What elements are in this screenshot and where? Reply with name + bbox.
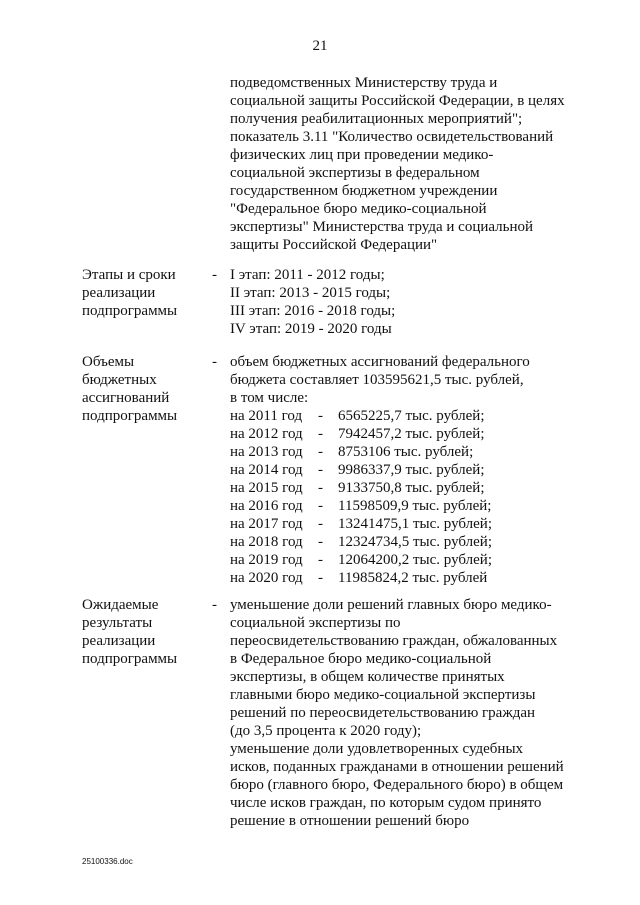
result-line: главными бюро медико-социальной экспертизы xyxy=(230,687,536,703)
year-amount: 7942457,2 тыс. рублей; xyxy=(338,426,485,442)
text-line: "Федеральное бюро медико-социальной xyxy=(230,201,487,217)
year-row xyxy=(230,497,590,515)
volumes-intro-line: бюджета составляет 103595621,5 тыс. рублей, xyxy=(230,372,524,388)
text-line: государственном бюджетном учреждении xyxy=(230,183,498,199)
label-line: реализации xyxy=(82,285,156,301)
text-line: социальной экспертизы в федеральном xyxy=(230,165,480,181)
label-line: реализации xyxy=(82,633,156,649)
year-row xyxy=(230,479,590,497)
year-amount: 9986337,9 тыс. рублей; xyxy=(338,462,485,478)
text-line: социальной защиты Российской Федерации, в целях xyxy=(230,93,565,109)
year-amount: 13241475,1 тыс. рублей; xyxy=(338,516,492,532)
text-line: защиты Российской Федерации" xyxy=(230,237,438,253)
result-line: решений по переосвидетельствованию граждан xyxy=(230,705,536,721)
results-label xyxy=(82,596,202,668)
result-line: (до 3,5 процента к 2020 году); xyxy=(230,723,422,739)
results-content xyxy=(230,596,590,830)
year-label: на 2011 год xyxy=(230,408,303,424)
label-line: бюджетных xyxy=(82,372,157,388)
result-line: исков, поданных гражданами в отношении решений xyxy=(230,759,564,775)
result-line: переосвидетельствованию граждан, обжалованных xyxy=(230,633,558,649)
text-line: показатель 3.11 "Количество освидетельствований xyxy=(230,129,554,145)
year-label: на 2019 год xyxy=(230,552,303,568)
result-line: уменьшение доли удовлетворенных судебных xyxy=(230,741,524,757)
year-label: на 2020 год xyxy=(230,570,303,586)
year-label: на 2015 год xyxy=(230,480,303,496)
result-line: бюро (главного бюро, Федерального бюро) в общем xyxy=(230,777,564,793)
year-row xyxy=(230,569,590,587)
text-line: физических лиц при проведении медико- xyxy=(230,147,494,163)
text-line: подведомственных Министерству труда и xyxy=(230,75,498,91)
result-line: уменьшение доли решений главных бюро медико- xyxy=(230,597,552,613)
label-line: результаты xyxy=(82,615,153,631)
year-label: на 2014 год xyxy=(230,462,303,478)
stage-line: II этап: 2013 - 2015 годы; xyxy=(230,285,391,301)
year-dash: - xyxy=(318,552,323,568)
label-line: Этапы и сроки xyxy=(82,267,176,283)
results-dash: - xyxy=(212,597,217,613)
year-dash: - xyxy=(318,516,323,532)
label-line: подпрограммы xyxy=(82,651,178,667)
document-footer: 25100336.doc xyxy=(82,857,133,866)
stage-line: IV этап: 2019 - 2020 годы xyxy=(230,321,392,337)
year-row xyxy=(230,461,590,479)
year-dash: - xyxy=(318,444,323,460)
stage-line: III этап: 2016 - 2018 годы; xyxy=(230,303,396,319)
result-line: числе исков граждан, по которым судом принято xyxy=(230,795,542,811)
year-row xyxy=(230,443,590,461)
text-line: экспертизы" Министерства труда и социальной xyxy=(230,219,534,235)
year-amount: 12064200,2 тыс. рублей; xyxy=(338,552,492,568)
year-row xyxy=(230,425,590,443)
year-label: на 2018 год xyxy=(230,534,303,550)
year-label: на 2016 год xyxy=(230,498,303,514)
volumes-content xyxy=(230,353,590,587)
year-row xyxy=(230,551,590,569)
year-amount: 8753106 тыс. рублей; xyxy=(338,444,474,460)
year-dash: - xyxy=(318,570,323,586)
year-amount: 6565225,7 тыс. рублей; xyxy=(338,408,485,424)
year-dash: - xyxy=(318,480,323,496)
label-line: Ожидаемые xyxy=(82,597,159,613)
result-line: в Федеральное бюро медико-социальной xyxy=(230,651,492,667)
year-row xyxy=(230,407,590,425)
year-dash: - xyxy=(318,498,323,514)
year-dash: - xyxy=(318,462,323,478)
volumes-intro-line: объем бюджетных ассигнований федерального xyxy=(230,354,530,370)
result-line: социальной экспертизы по xyxy=(230,615,401,631)
year-dash: - xyxy=(318,426,323,442)
year-amount: 9133750,8 тыс. рублей; xyxy=(338,480,485,496)
volumes-intro-line: в том числе: xyxy=(230,390,309,406)
label-line: подпрограммы xyxy=(82,303,178,319)
year-amount: 11985824,2 тыс. рублей xyxy=(338,570,488,586)
stages-content xyxy=(230,266,590,338)
year-label: на 2012 год xyxy=(230,426,303,442)
year-dash: - xyxy=(318,534,323,550)
year-label: на 2013 год xyxy=(230,444,303,460)
volumes-dash: - xyxy=(212,354,217,370)
result-line: экспертизы, в общем количестве принятых xyxy=(230,669,505,685)
stages-label xyxy=(82,266,202,320)
stage-line: I этап: 2011 - 2012 годы; xyxy=(230,267,385,283)
year-row xyxy=(230,515,590,533)
continuation-text xyxy=(230,74,590,254)
stages-dash: - xyxy=(212,267,217,283)
year-row xyxy=(230,533,590,551)
label-line: подпрограммы xyxy=(82,408,178,424)
volumes-label xyxy=(82,353,202,425)
text-line: получения реабилитационных мероприятий"; xyxy=(230,111,523,127)
page-number: 21 xyxy=(312,38,328,54)
label-line: Объемы xyxy=(82,354,135,370)
year-amount: 11598509,9 тыс. рублей; xyxy=(338,498,492,514)
year-amount: 12324734,5 тыс. рублей; xyxy=(338,534,492,550)
result-line: решение в отношении решений бюро xyxy=(230,813,470,829)
label-line: ассигнований xyxy=(82,390,170,406)
year-label: на 2017 год xyxy=(230,516,303,532)
year-dash: - xyxy=(318,408,323,424)
